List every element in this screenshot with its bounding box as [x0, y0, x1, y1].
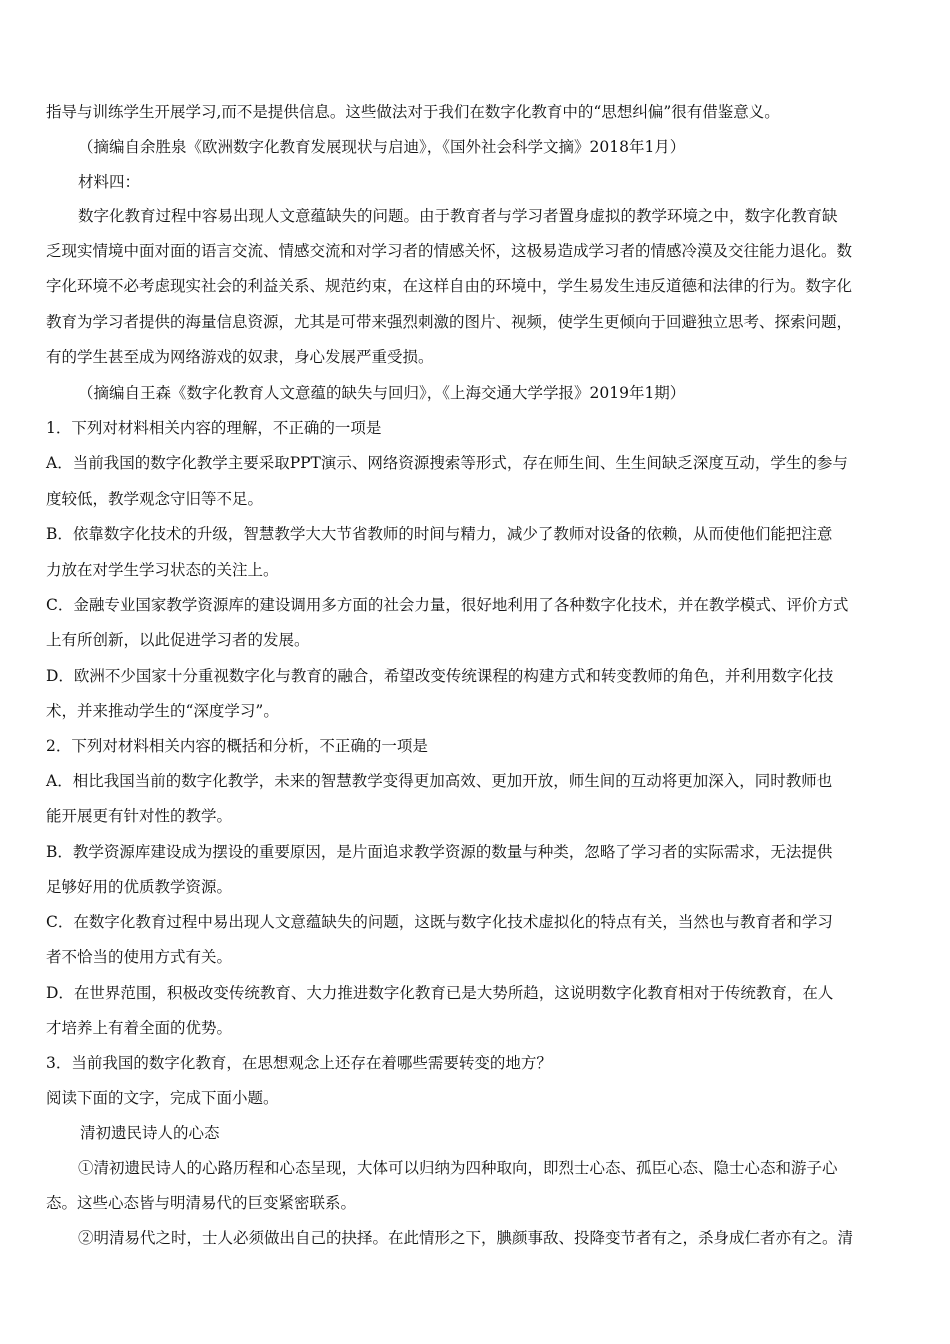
option-b: B．教学资源库建设成为摆设的重要原因，是片面追求教学资源的数量与种类，忽略了学习者的实际需求，无法提供 [46, 843, 833, 861]
option-d-cont: 术，并来推动学生的“深度学习”。 [46, 702, 279, 720]
paragraph-2: ②明清易代之时，士人必须做出自己的抉择。在此情形之下，腆颜事敌、投降变节者有之，杀身成仁者亦有之。清 [78, 1229, 854, 1247]
option-c: C．在数字化教育过程中易出现人文意蕴缺失的问题，这既与数字化技术虚拟化的特点有关，当然也与教育者和学习 [46, 913, 833, 931]
paragraph-1: ①清初遗民诗人的心路历程和心态呈现，大体可以归纳为四种取向，即烈士心态、孤臣心态、隐士心态和游子心 [78, 1159, 838, 1177]
text-line: 有的学生甚至成为网络游戏的奴隶，身心发展严重受损。 [46, 348, 434, 366]
question-2: 2．下列对材料相关内容的概括和分析，不正确的一项是 [46, 737, 428, 755]
text-line: 乏现实情境中面对面的语言交流、情感交流和对学习者的情感关怀，这极易造成学习者的情感冷漠及交往能力退化。数 [46, 242, 853, 260]
option-c-cont: 上有所创新，以此促进学习者的发展。 [46, 631, 310, 649]
text-line: 字化环境不必考虑现实社会的利益关系、规范约束，在这样自由的环境中，学生易发生违反道德和法律的行为。数字化 [46, 277, 853, 295]
option-b: B．依靠数字化技术的升级，智慧教学大大节省教师的时间与精力，减少了教师对设备的依赖，从而使他们能把注意 [46, 525, 833, 543]
source-citation: （摘编自王森《数字化教育人文意蕴的缺失与回归》，《上海交通大学学报》2019年1期） [78, 384, 686, 402]
option-a: A．当前我国的数字化教学主要采取PPT演示、网络资源搜索等形式，存在师生间、生生间缺乏深度互动，学生的参与 [46, 454, 848, 472]
source-citation: （摘编自余胜泉《欧洲数字化教育发展现状与启迪》，《国外社会科学文摘》2018年1月） [78, 138, 686, 156]
option-c-cont: 者不恰当的使用方式有关。 [46, 948, 233, 966]
option-a-cont: 能开展更有针对性的教学。 [46, 807, 233, 825]
text-line: 数字化教育过程中容易出现人文意蕴缺失的问题。由于教育者与学习者置身虚拟的教学环境之中，数字化教育缺 [78, 207, 838, 225]
paragraph-1-cont: 态。这些心态皆与明清易代的巨变紧密联系。 [46, 1194, 357, 1212]
reading-instruction: 阅读下面的文字，完成下面小题。 [46, 1089, 279, 1107]
passage-title: 清初遗民诗人的心态 [80, 1124, 220, 1142]
question-3: 3．当前我国的数字化教育，在思想观念上还存在着哪些需要转变的地方？ [46, 1054, 552, 1072]
option-a-cont: 度较低，教学观念守旧等不足。 [46, 490, 264, 508]
option-d-cont: 才培养上有着全面的优势。 [46, 1019, 233, 1037]
question-1: 1．下列对材料相关内容的理解，不正确的一项是 [46, 419, 382, 437]
text-line: 教育为学习者提供的海量信息资源，尤其是可带来强烈刺激的图片、视频，使学生更倾向于回避独立思考、探索问题， [46, 313, 853, 331]
text-line: 指导与训练学生开展学习,而不是提供信息。这些做法对于我们在数字化教育中的“思想纠偏”很有借鉴意义。 [46, 103, 780, 121]
option-b-cont: 力放在对学生学习状态的关注上。 [46, 561, 279, 579]
option-d: D．欧洲不少国家十分重视数字化与教育的融合，希望改变传统课程的构建方式和转变教师的角色，并利用数字化技 [46, 667, 834, 685]
option-a: A．相比我国当前的数字化教学，未来的智慧教学变得更加高效、更加开放，师生间的互动将更加深入，同时教师也 [46, 772, 833, 790]
section-heading: 材料四： [78, 173, 141, 191]
option-b-cont: 足够好用的优质教学资源。 [46, 878, 233, 896]
option-d: D．在世界范围，积极改变传统教育、大力推进数字化教育已是大势所趋，这说明数字化教育相对于传统教育，在人 [46, 984, 834, 1002]
option-c: C．金融专业国家教学资源库的建设调用多方面的社会力量，很好地利用了各种数字化技术，并在教学模式、评价方式 [46, 596, 849, 614]
